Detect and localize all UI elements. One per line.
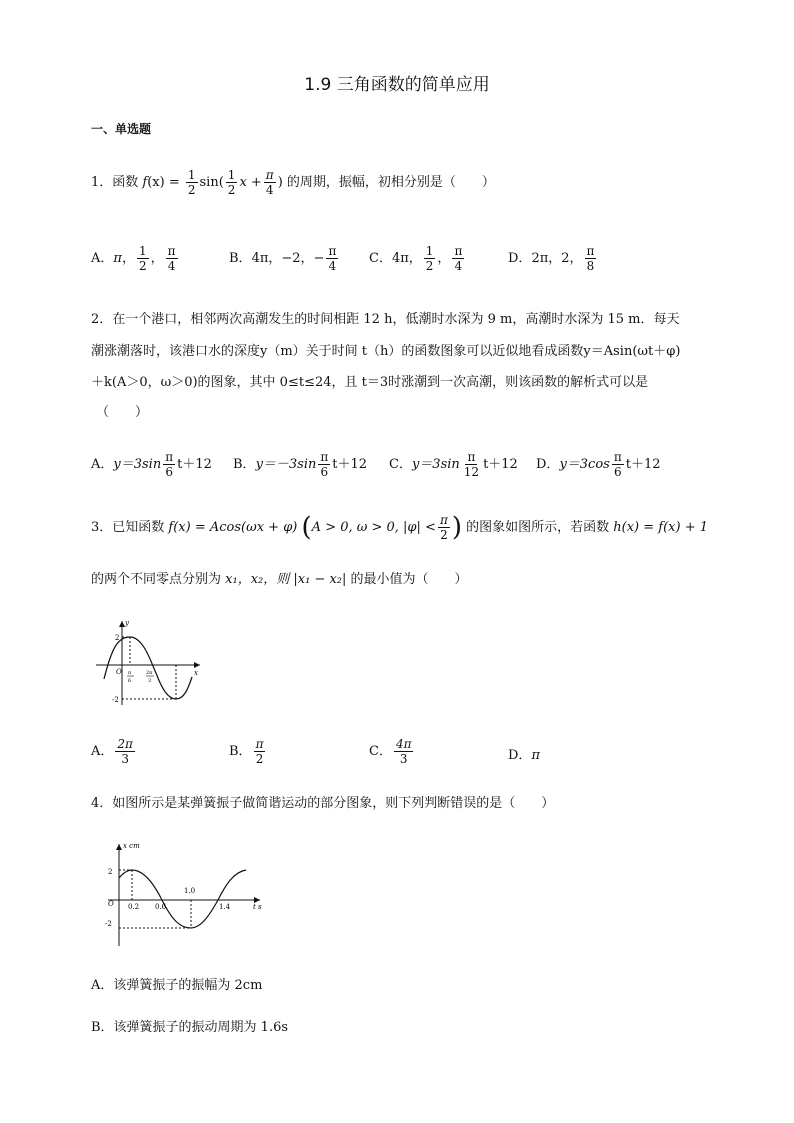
question-4: 4．如图所示是某弹簧振子做简谐运动的部分图象，则下列判断错误的是（ ） (91, 796, 555, 811)
q4-label-o: O (108, 900, 114, 908)
q1-option-d[interactable]: D．2π，2， $\frac{\pi}{8}$ (508, 244, 595, 273)
q4-tick-14: 1.4 (219, 903, 231, 911)
q3-label-2: 2 (115, 634, 120, 642)
q2-option-a[interactable]: A．y＝3sin $\frac{\pi}{6}$ t＋12 (91, 450, 212, 479)
q2-line-3: ＋k(A＞0，ω＞0)的图象，其中 0≤t≤24，且 t＝3时涨潮到一次高潮，则该函数的解析式可以是 (91, 375, 649, 390)
q3-label-o: O (116, 668, 122, 676)
q2-line-2: 潮涨潮落时，该港口水的深度y（m）关于时间 t（h）的函数图象可以近似地看成函数y＝Asin(ωt＋φ) (91, 344, 681, 359)
q4-tick-02: 0.2 (128, 903, 140, 911)
q3-option-b[interactable]: B． $\frac{\pi}{2}$ (229, 737, 264, 766)
q1-x: (x) = (147, 175, 180, 190)
q3-label-neg2: -2 (112, 696, 119, 704)
q1-sin: sin( (199, 175, 224, 190)
q4-graph (100, 838, 270, 948)
q3-tick-2d: 3 (148, 678, 152, 684)
question-3-line-2: 的两个不同零点分别为 x₁，x₂，则 |x₁ − x₂| 的最小值为（ ） (91, 572, 468, 587)
q3-option-d[interactable]: D．π (508, 748, 540, 763)
q4-curve (119, 870, 246, 928)
q4-label-xlabel: t s (253, 903, 262, 911)
q2-line-4: （ ） (96, 405, 149, 420)
page-title: 1.9 三角函数的简单应用 (304, 75, 490, 95)
q3-formula: f(x) = Acos(ωx + φ) (168, 520, 298, 535)
q3-tick-2n: 2π (146, 670, 153, 676)
q4-option-b[interactable]: B．该弹簧振子的振动周期为 1.6s (91, 1020, 289, 1035)
q3-option-a[interactable]: A． $\frac{2\pi}{3}$ (91, 737, 133, 766)
q3-label-y: y (125, 619, 129, 627)
question-1 (91, 168, 495, 197)
q1-frac-pi4: $\frac{\pi}{4}$ (265, 168, 274, 197)
q1-option-c[interactable]: C．4π， $\frac{1}{2}$ ， $\frac{\pi}{4}$ (369, 244, 463, 273)
q1-option-a[interactable]: A．π， $\frac{1}{2}$ ， $\frac{\pi}{4}$ (91, 244, 176, 273)
question-3-line-1: 3．已知函数 f(x) = Acos(ωx + φ) (A > 0, ω > 0, |φ| < $\frac{\pi}{2}$ ) 的图象如图所示，若函数 h(x) = f(x) + 1 (91, 512, 709, 543)
q2-option-d[interactable]: D．y＝3cos $\frac{\pi}{6}$ t＋12 (536, 450, 661, 479)
q3-h: h(x) = f(x) + 1 (613, 520, 709, 535)
q4-tick-10: 1.0 (184, 887, 196, 895)
q3-graph (88, 617, 208, 707)
q4-label-ylabel: x cm (123, 842, 140, 850)
q4-tick-06: 0.6 (155, 903, 167, 911)
q2-line-1: 2．在一个港口，相邻两次高潮发生的时间相距 12 h，低潮时水深为 9 m，高潮时水深为 15 m．每天 (91, 312, 680, 327)
q4-label-neg2: -2 (105, 920, 112, 928)
q3-option-c[interactable]: C． $\frac{4\pi}{3}$ (369, 737, 412, 766)
q2-option-c[interactable]: C．y＝3sin $\frac{\pi}{12}$ t＋12 (389, 450, 518, 479)
q1-option-b[interactable]: B．4π，−2，− $\frac{\pi}{4}$ (229, 244, 337, 273)
q3-label-x: x (194, 669, 198, 677)
q1-xplus: x + (239, 175, 262, 190)
q1-frac-half-2: $\frac{1}{2}$ (227, 168, 236, 197)
q4-option-a[interactable]: A．该弹簧振子的振幅为 2cm (91, 978, 263, 993)
q1-tail: 的周期，振幅，初相分别是（ ） (286, 175, 495, 190)
section-heading: 一、单选题 (91, 122, 152, 136)
q1-number: 1．函数 (91, 175, 139, 190)
q1-frac-half: $\frac{1}{2}$ (187, 168, 196, 197)
q1-close: ) (277, 175, 283, 190)
q4-label-2: 2 (108, 868, 113, 876)
q1-f: f (142, 175, 148, 190)
q3-tick-1n: π (128, 670, 132, 676)
q3-tick-1d: 6 (128, 678, 132, 684)
q2-option-b[interactable]: B．y＝－3sin $\frac{\pi}{6}$ t＋12 (233, 450, 368, 479)
